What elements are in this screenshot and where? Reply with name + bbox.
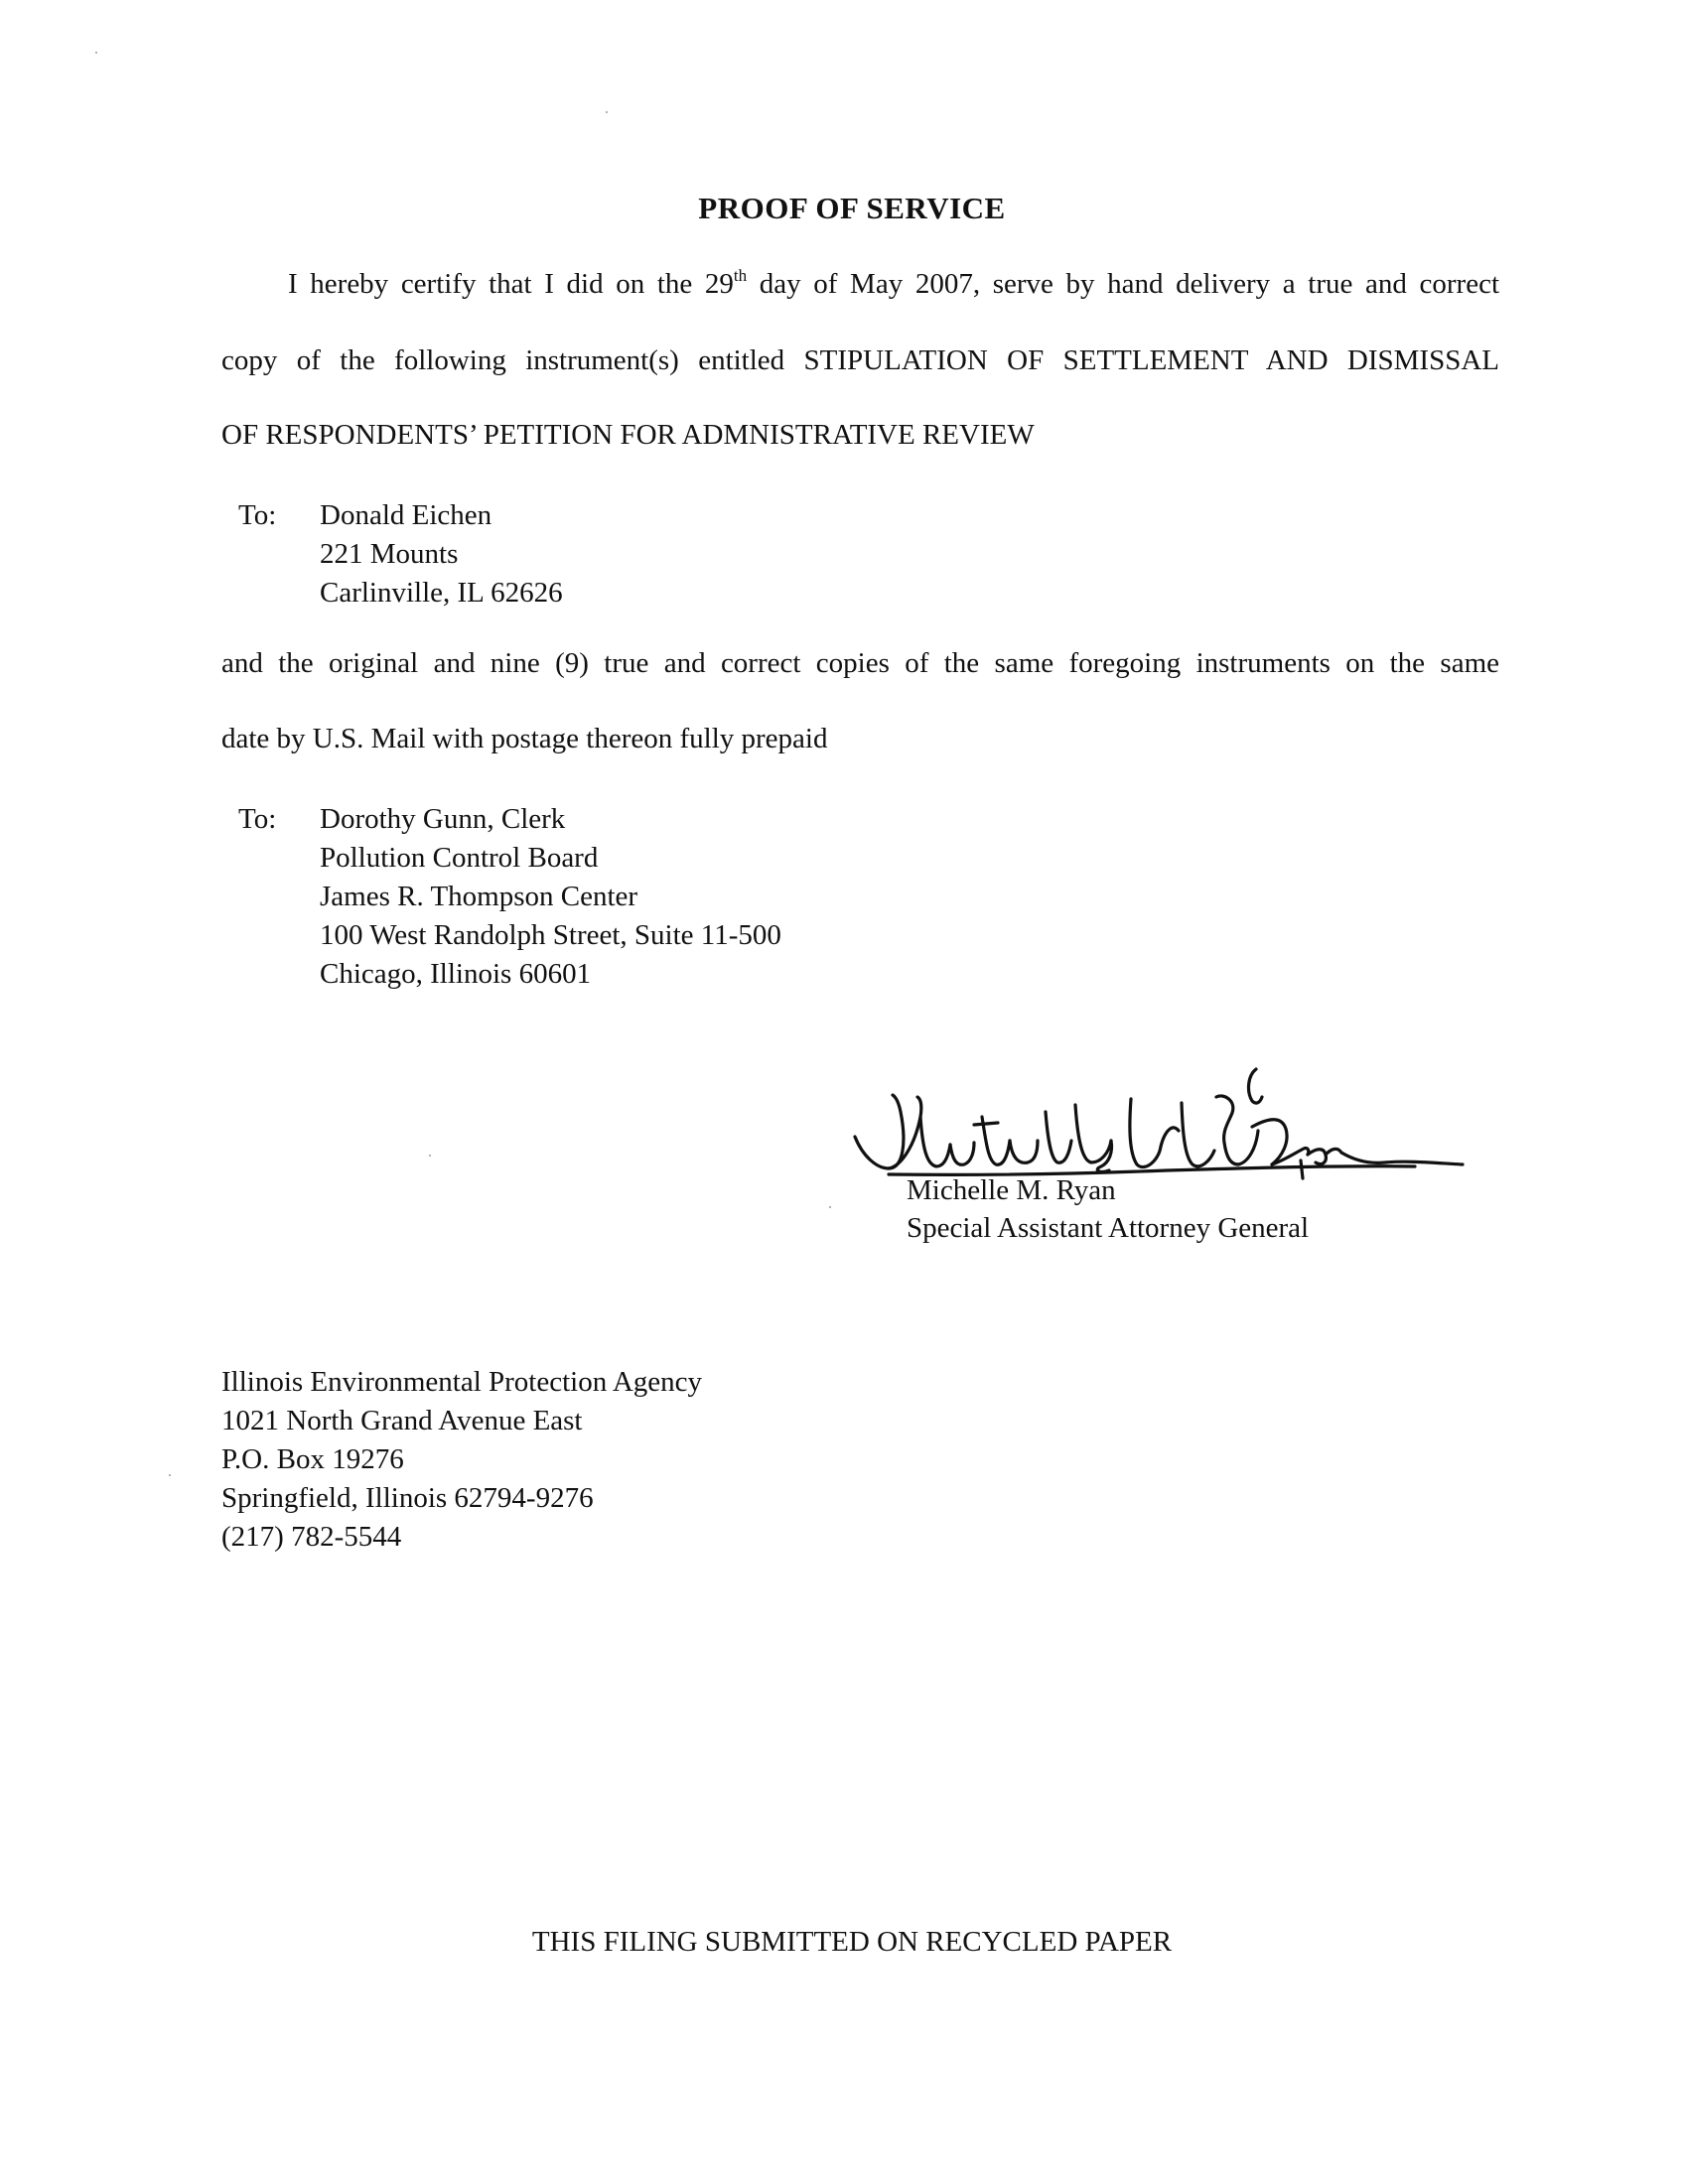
signer-block [907,1171,1309,1247]
to-label: To: [238,499,277,531]
recipient-city: Carlinville, IL 62626 [320,577,563,609]
scan-speck [429,1155,431,1157]
agency-street: 1021 North Grand Avenue East [221,1405,583,1436]
recipient-address-lines [320,496,563,613]
certification-text-b: day of May 2007, serve by hand delivery a true and correct [747,268,1499,300]
scan-speck [169,1474,171,1476]
ordinal-suffix: th [733,266,748,285]
recycled-paper-footer: THIS FILING SUBMITTED ON RECYCLED PAPER [531,1926,1173,1958]
agency-name: Illinois Environmental Protection Agency [221,1366,703,1398]
certification-line-3: OF RESPONDENTS’ PETITION FOR ADMNISTRATIVE REVIEW [221,419,1035,451]
signer-title: Special Assistant Attorney General [907,1212,1310,1244]
scan-speck [606,111,608,113]
certification-line-2: copy of the following instrument(s) entitled STIPULATION OF SETTLEMENT AND DISMISSAL [221,344,1499,376]
recipient-street: 221 Mounts [320,538,459,570]
recipient-us-mail [238,800,1132,999]
certification-line-1 [288,266,1499,300]
recipient-organization: Pollution Control Board [320,842,599,874]
scan-speck [829,1206,831,1208]
recipient-name: Dorothy Gunn, Clerk [320,803,566,835]
mail-paragraph-line-2: date by U.S. Mail with postage thereon fully prepaid [221,723,828,754]
certification-text-a: I hereby certify that I did on the 29 [288,268,734,300]
agency-city: Springfield, Illinois 62794-9276 [221,1482,594,1514]
recipient-address-lines [320,800,781,994]
recipient-street: 100 West Randolph Street, Suite 11-500 [320,919,781,951]
to-label: To: [238,803,277,835]
agency-phone: (217) 782-5544 [221,1521,402,1553]
document-title: PROOF OF SERVICE [698,191,1006,225]
recipient-hand-delivery [238,496,933,620]
recipient-name: Donald Eichen [320,499,492,531]
agency-po-box: P.O. Box 19276 [221,1443,404,1475]
mail-paragraph-line-1: and the original and nine (9) true and correct copies of the same foregoing instruments on the same [221,647,1499,679]
scan-speck [95,52,97,54]
recipient-building: James R. Thompson Center [320,881,638,912]
recipient-city: Chicago, Illinois 60601 [320,958,592,990]
agency-address-block [221,1363,702,1557]
signer-name: Michelle M. Ryan [907,1174,1116,1206]
